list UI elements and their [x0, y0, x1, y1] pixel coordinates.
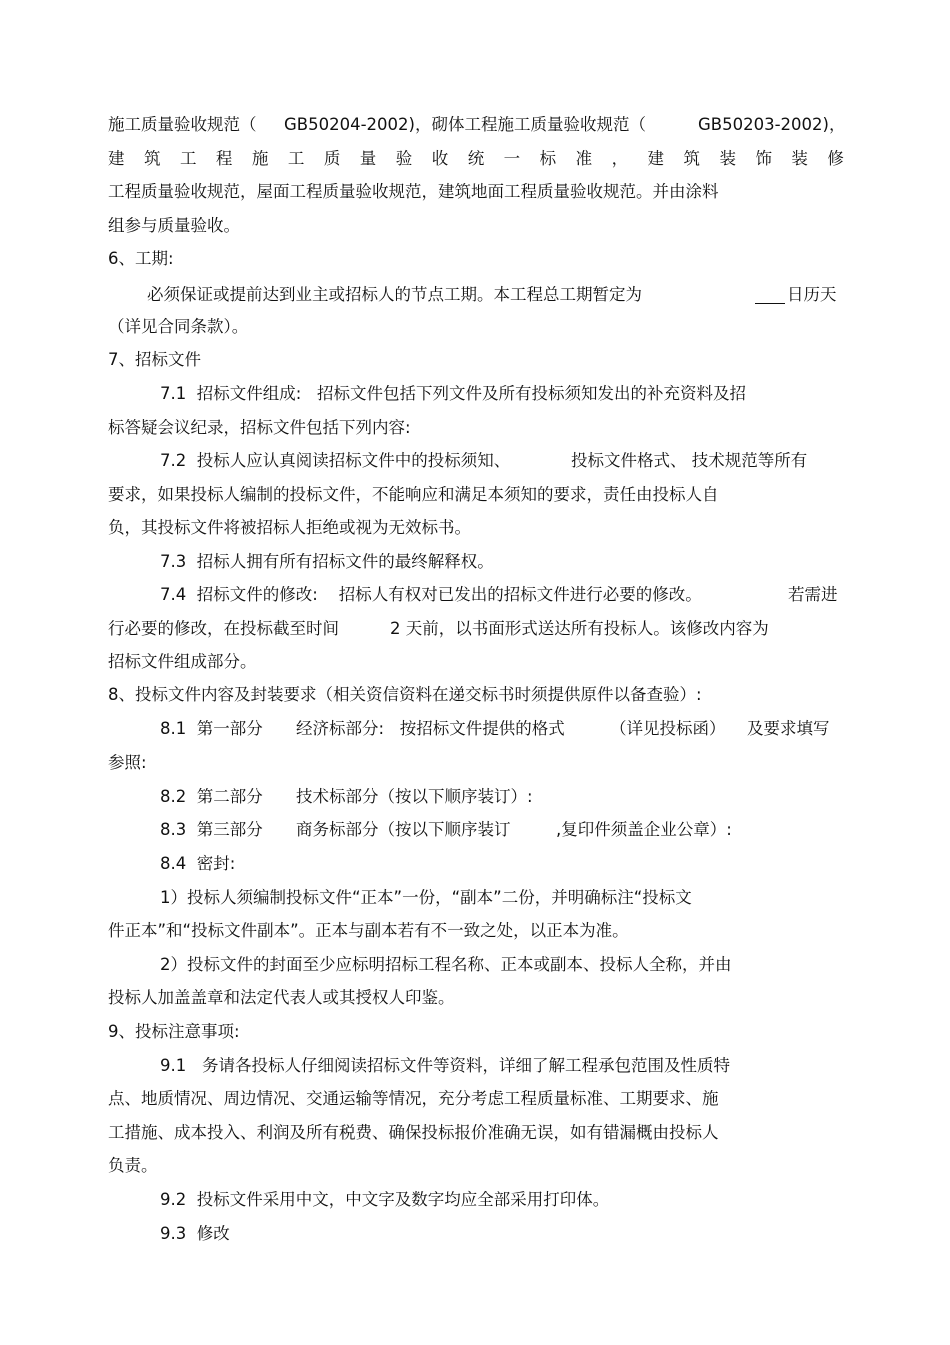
- char: 程: [215, 149, 233, 168]
- char: 工: [287, 149, 305, 168]
- char: 量: [359, 149, 377, 168]
- char: 筑: [143, 149, 161, 168]
- text-span: 负责。: [108, 1156, 158, 1175]
- section-heading: [0, 346, 201, 374]
- paragraph-line: [0, 178, 719, 206]
- paragraph-line: [0, 481, 719, 509]
- paragraph-line: [0, 749, 147, 777]
- text-span: 7.2 投标人应认真阅读招标文件中的投标须知、: [160, 451, 511, 470]
- paragraph-line: [0, 715, 830, 743]
- text-span: 招标文件组成部分。: [108, 652, 257, 671]
- text-span: 日历天: [787, 285, 837, 304]
- paragraph-line: [0, 447, 808, 475]
- char: 饰: [755, 149, 772, 168]
- paragraph-line: [0, 884, 692, 912]
- text-span: 必须保证或提前达到业主或招标人的节点工期。本工程总工期暂定为: [147, 285, 642, 304]
- text-span: GB50203-2002)，: [698, 115, 846, 134]
- paragraph-line: [0, 816, 732, 844]
- text-span: 1）投标人须编制投标文件“正本”一份，“副本”二份，并明确标注“投标文: [160, 888, 692, 907]
- text-span: 投标文件格式、 技术规范等所有: [571, 451, 808, 470]
- text-span: 参照:: [108, 753, 147, 772]
- text-span: 要求，如果投标人编制的投标文件，不能响应和满足本须知的要求，责任由投标人自: [108, 485, 719, 504]
- justified-line: [0, 145, 844, 173]
- justified-characters: [108, 145, 844, 173]
- text-span: 技术标部分（按以下顺序装订）:: [296, 787, 533, 806]
- paragraph-line: [0, 111, 846, 139]
- text-span: 商务标部分（按以下顺序装订: [296, 820, 511, 839]
- char: 筑: [683, 149, 700, 168]
- text-span: 标答疑会议纪录，招标文件包括下列内容:: [108, 418, 411, 437]
- char: 工: [179, 149, 197, 168]
- text-span: （详见合同条款）。: [108, 317, 249, 336]
- text-span: 工程质量验收规范，屋面工程质量验收规范，建筑地面工程质量验收规范。并由涂料: [108, 182, 719, 201]
- char: 收: [431, 149, 449, 168]
- text-span: 及要求填写: [747, 719, 830, 738]
- paragraph-line: [0, 1119, 719, 1147]
- paragraph-line: [0, 1052, 730, 1080]
- text-span: 组参与质量验收。: [108, 216, 240, 235]
- paragraph-line: [0, 850, 236, 878]
- text-span: 8、投标文件内容及封装要求（相关资信资料在递交标书时须提供原件以备查验）:: [108, 685, 702, 704]
- section-heading: [0, 245, 174, 273]
- text-span: 8.3 第三部分: [160, 820, 263, 839]
- char: 标: [539, 149, 557, 168]
- paragraph-line: [0, 951, 732, 979]
- char: 一: [503, 149, 521, 168]
- char: 建: [647, 149, 665, 168]
- section-heading: [0, 1018, 240, 1046]
- text-span: 7.3 招标人拥有所有招标文件的最终解释权。: [160, 552, 494, 571]
- paragraph-line: [0, 414, 411, 442]
- char: ，: [611, 149, 629, 168]
- text-span: 经济标部分: 按招标文件提供的格式: [296, 719, 565, 738]
- paragraph-line: [0, 917, 629, 945]
- char: 统: [467, 149, 485, 168]
- text-span: 8.1 第一部分: [160, 719, 263, 738]
- paragraph-line: [0, 313, 249, 341]
- text-span: 2 天前，以书面形式送达所有投标人。该修改内容为: [390, 619, 769, 638]
- text-span: 投标人加盖盖章和法定代表人或其授权人印鉴。: [108, 988, 455, 1007]
- text-span: 若需进: [788, 585, 838, 604]
- char: 验: [395, 149, 413, 168]
- paragraph-line: [0, 380, 747, 408]
- text-span: 施工质量验收规范（: [108, 115, 257, 134]
- text-span: 9、投标注意事项:: [108, 1022, 240, 1041]
- section-heading: [0, 681, 702, 709]
- char: 装: [719, 149, 736, 168]
- paragraph-line: [0, 1152, 158, 1180]
- text-span: 工措施、成本投入、利润及所有税费、确保投标报价准确无误，如有错漏概由投标人: [108, 1123, 719, 1142]
- text-span: 9.1 务请各投标人仔细阅读招标文件等资料，详细了解工程承包范围及性质特: [160, 1056, 730, 1075]
- text-span: GB50204-2002)，砌体工程施工质量验收规范（: [284, 115, 646, 134]
- paragraph-line: [0, 514, 471, 542]
- text-span: 9.3 修改: [160, 1224, 230, 1243]
- paragraph-line: [0, 1220, 230, 1248]
- text-span: 7.1 招标文件组成: 招标文件包括下列文件及所有投标须知发出的补充资料及招: [160, 384, 747, 403]
- char: 修: [827, 149, 844, 168]
- char: 准: [575, 149, 593, 168]
- paragraph-line: [0, 281, 837, 309]
- paragraph-line: [0, 581, 838, 609]
- text-span: 8.2 第二部分: [160, 787, 263, 806]
- text-span: 7、招标文件: [108, 350, 201, 369]
- duration-blank: [755, 281, 785, 304]
- char: 装: [791, 149, 808, 168]
- text-span: 行必要的修改，在投标截至时间: [108, 619, 339, 638]
- text-span: ,复印件须盖企业公章）:: [556, 820, 732, 839]
- text-span: 负，其投标文件将被招标人拒绝或视为无效标书。: [108, 518, 471, 537]
- text-span: （详见投标函）: [610, 719, 726, 738]
- text-span: 2）投标文件的封面至少应标明招标工程名称、正本或副本、投标人全称，并由: [160, 955, 732, 974]
- paragraph-line: [0, 615, 769, 643]
- text-span: 点、地质情况、周边情况、交通运输等情况，充分考虑工程质量标准、工期要求、施: [108, 1089, 719, 1108]
- char: 质: [323, 149, 341, 168]
- paragraph-line: [0, 783, 533, 811]
- paragraph-line: [0, 1085, 719, 1113]
- paragraph-line: [0, 984, 455, 1012]
- text-span: 7.4 招标文件的修改: 招标人有权对已发出的招标文件进行必要的修改。: [160, 585, 702, 604]
- paragraph-line: [0, 648, 257, 676]
- char: 建: [108, 149, 125, 168]
- paragraph-line: [0, 1186, 610, 1214]
- text-span: 8.4 密封:: [160, 854, 236, 873]
- text-span: 6、工期:: [108, 249, 174, 268]
- text-span: 9.2 投标文件采用中文，中文字及数字均应全部采用打印体。: [160, 1190, 610, 1209]
- text-span: 件正本”和“投标文件副本”。正本与副本若有不一致之处，以正本为准。: [108, 921, 629, 940]
- paragraph-line: [0, 212, 240, 240]
- paragraph-line: [0, 548, 494, 576]
- char: 施: [251, 149, 269, 168]
